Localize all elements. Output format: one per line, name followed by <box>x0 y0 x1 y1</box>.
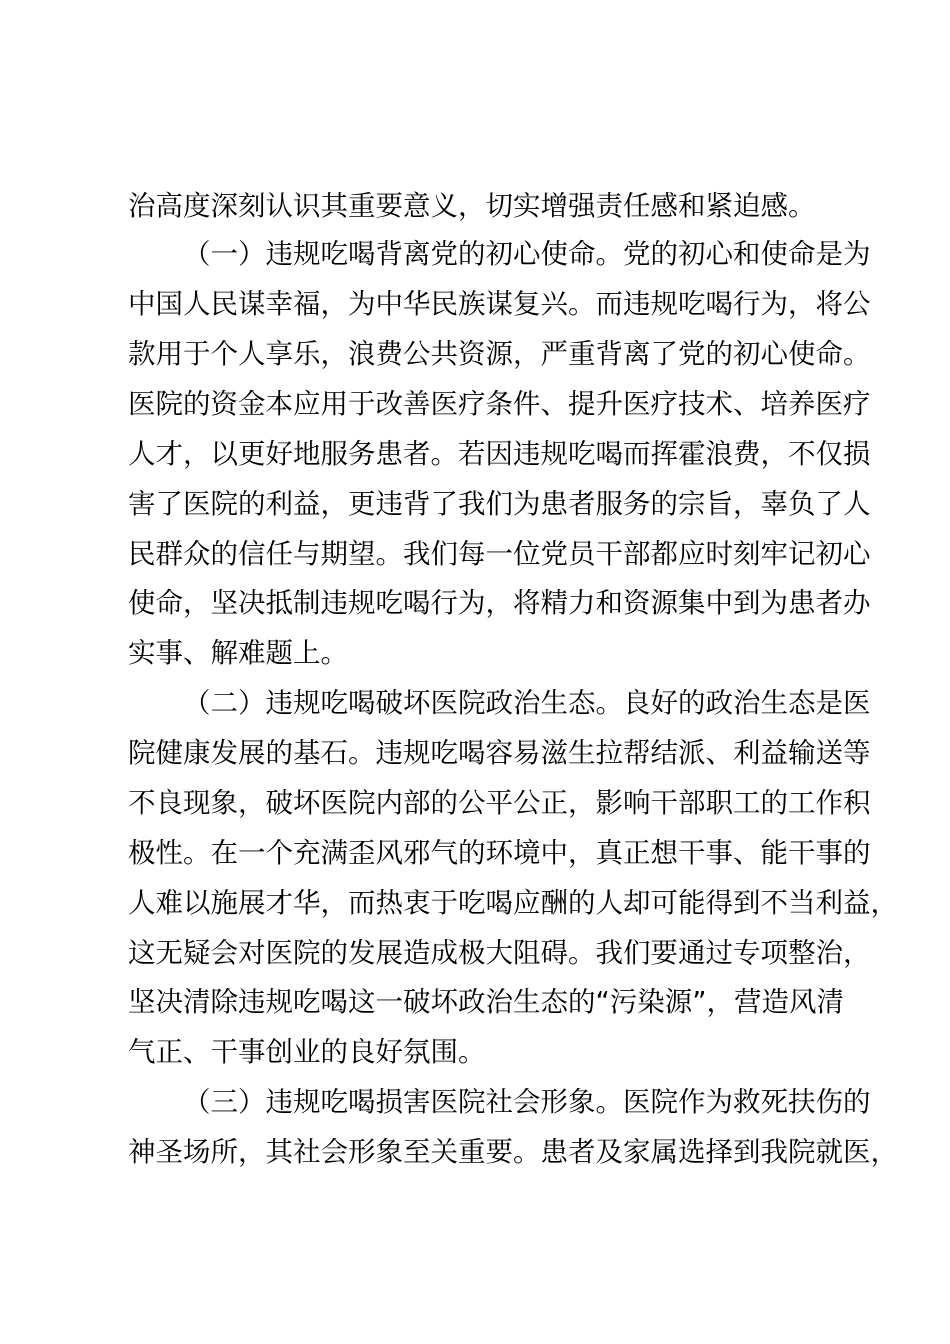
text-line: 气正、干事创业的良好氛围。 <box>128 1036 486 1068</box>
text-line: 人才，以更好地服务患者。若因违规吃喝而挥霍浪费，不仅损 <box>128 438 871 470</box>
text-line: 神圣场所，其社会形象至关重要。患者及家属选择到我院就医， <box>128 1136 898 1168</box>
paragraph-2-first-line: （二）违规吃喝破坏医院政治生态。良好的政治生态是医 <box>183 687 871 719</box>
text-line: 不良现象，破坏医院内部的公平公正，影响干部职工的工作积 <box>128 787 871 819</box>
text-line: 院健康发展的基石。违规吃喝容易滋生拉帮结派、利益输送等 <box>128 737 871 769</box>
text-line: 民群众的信任与期望。我们每一位党员干部都应时刻牢记初心 <box>128 538 871 570</box>
text-line: 实事、解难题上。 <box>128 637 348 669</box>
text-line: 医院的资金本应用于改善医疗条件、提升医疗技术、培养医疗 <box>128 388 871 420</box>
text-line: 使命，坚决抵制违规吃喝行为，将精力和资源集中到为患者办 <box>128 587 871 619</box>
text-line: 这无疑会对医院的发展造成极大阻碍。我们要通过专项整治， <box>128 937 871 969</box>
paragraph-3-first-line: （三）违规吃喝损害医院社会形象。医院作为救死扶伤的 <box>183 1086 871 1118</box>
text-line: 治高度深刻认识其重要意义，切实增强责任感和紧迫感。 <box>128 190 816 222</box>
text-line: 款用于个人享乐，浪费公共资源，严重背离了党的初心使命。 <box>128 338 871 370</box>
text-line: 害了医院的利益，更违背了我们为患者服务的宗旨，辜负了人 <box>128 488 871 520</box>
text-line: 人难以施展才华，而热衷于吃喝应酬的人却可能得到不当利益， <box>128 887 898 919</box>
text-line: 极性。在一个充满歪风邪气的环境中，真正想干事、能干事的 <box>128 837 871 869</box>
text-line: 中国人民谋幸福，为中华民族谋复兴。而违规吃喝行为，将公 <box>128 288 871 320</box>
paragraph-1-first-line: （一）违规吃喝背离党的初心使命。党的初心和使命是为 <box>183 238 871 270</box>
text-line: 坚决清除违规吃喝这一破坏政治生态的“污染源”，营造风清 <box>128 986 844 1018</box>
